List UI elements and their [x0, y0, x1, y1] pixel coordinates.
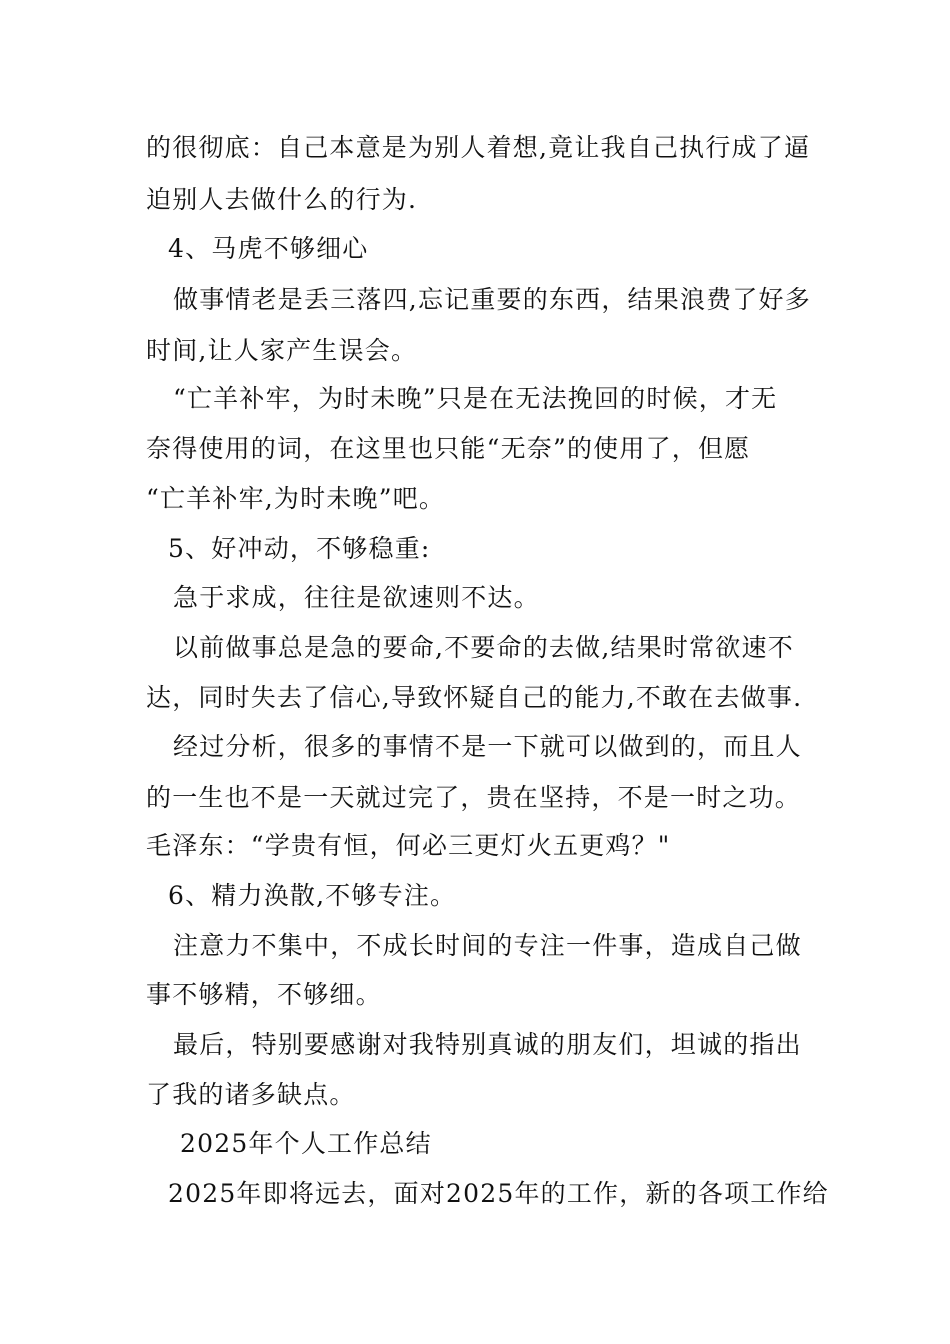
text-line: 的一生也不是一天就过完了，贵在坚持，不是一时之功。	[146, 783, 802, 812]
text-line: 时间,让人家产生误会。	[146, 336, 418, 365]
text-line: “亡羊补牢，为时未晚”只是在无法挽回的时候，才无	[173, 384, 778, 413]
text-line: 毛泽东：“学贵有恒，何必三更灯火五更鸡？"	[146, 831, 671, 860]
text-line: 急于求成，往往是欲速则不达。	[173, 583, 540, 612]
text-line: 达，同时失去了信心,导致怀疑自己的能力,不敢在去做事.	[146, 683, 803, 712]
section-title: 2025年个人工作总结	[180, 1129, 432, 1158]
text-line: 以前做事总是急的要命,不要命的去做,结果时常欲速不	[173, 633, 794, 662]
text-line: “亡羊补牢,为时未晚”吧。	[146, 484, 446, 513]
list-heading: 5、好冲动，不够稳重:	[168, 534, 431, 563]
text-line: 了我的诸多缺点。	[146, 1080, 356, 1109]
text-line: 奈得使用的词，在这里也只能“无奈”的使用了，但愿	[146, 434, 751, 463]
text-line: 最后，特别要感谢对我特别真诚的朋友们，坦诚的指出	[173, 1030, 802, 1059]
list-heading: 4、马虎不够细心	[168, 234, 369, 263]
text-line: 经过分析，很多的事情不是一下就可以做到的，而且人	[173, 732, 802, 761]
text-line: 做事情老是丢三落四,忘记重要的东西，结果浪费了好多	[173, 285, 811, 314]
text-line: 的很彻底：自己本意是为别人着想,竟让我自己执行成了逼	[146, 133, 811, 162]
list-heading: 6、精力涣散,不够专注。	[168, 881, 457, 910]
text-line: 迫别人去做什么的行为.	[146, 185, 418, 214]
text-line: 事不够精，不够细。	[146, 980, 382, 1009]
text-line: 2025年即将远去，面对2025年的工作，新的各项工作给	[168, 1179, 829, 1208]
text-line: 注意力不集中，不成长时间的专注一件事，造成自己做	[173, 931, 802, 960]
